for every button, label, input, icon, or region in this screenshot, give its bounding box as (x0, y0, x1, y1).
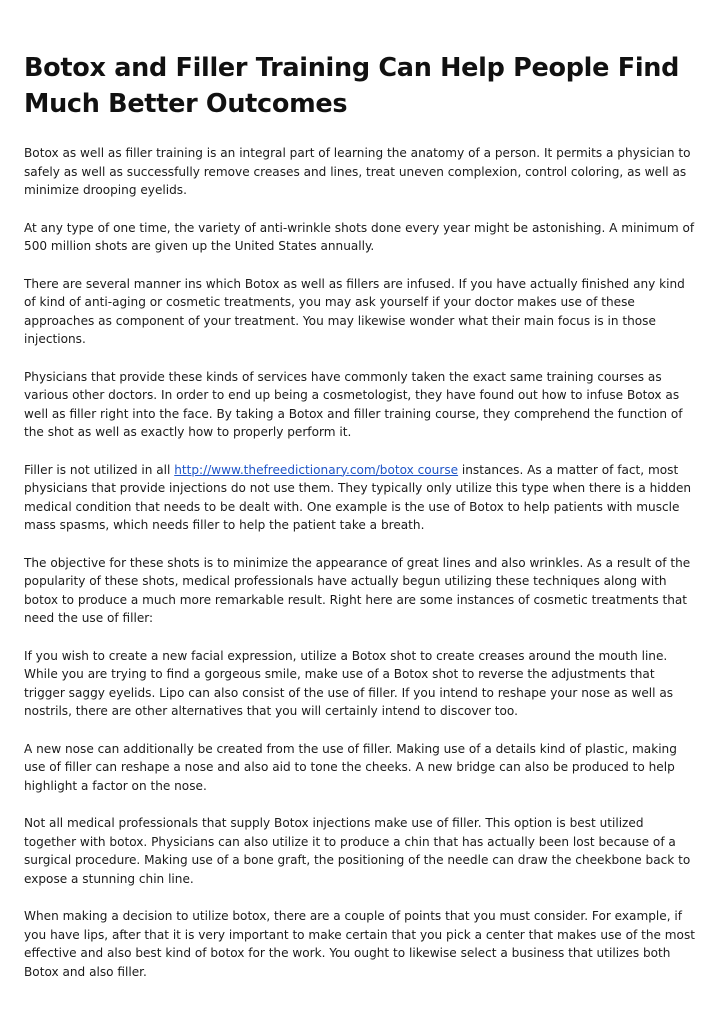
article-title: Botox and Filler Training Can Help People Find Much Better Outcomes (24, 53, 680, 119)
paragraph-2: At any type of one time, the variety of anti-wrinkle shots done every year might be astonishing. A minimum of 500 million shots are given up the United States annually. (24, 220, 695, 253)
paragraph-4: Physicians that provide these kinds of services have commonly taken the exact same training courses as various other doctors. In order to end up being a cosmetologist, they have found out how to infuse Botox as well as filler right into the face. By taking a Botox and filler training course, they comprehend the function of the shot as well as exactly how to properly perform it. (24, 369, 683, 439)
paragraph-10: When making a decision to utilize botox, there are a couple of points that you must consider. For example, if you have lips, after that it is very important to make certain that you pick a center that makes use of the most effective and also best kind of botox for the work. You ought to likewise select a business that utilizes both Botox and also filler. (24, 909, 695, 979)
paragraph-5 (24, 461, 696, 535)
paragraph-7: If you wish to create a new facial expression, utilize a Botox shot to create creases around the mouth line. While you are trying to find a gorgeous smile, make use of a Botox shot to reverse the adjustments that trigger saggy eyelids. Lipo can also consist of the use of filler. If you intend to reshape your nose as well as nostrils, there are other alternatives that you will certainly intend to discover too. (24, 648, 674, 718)
botox-course-link[interactable]: http://www.thefreedictionary.com/botox course (174, 462, 459, 477)
paragraph-5-before-link: Filler is not utilized in all (24, 462, 175, 477)
paragraph-6: The objective for these shots is to minimize the appearance of great lines and also wrinkles. As a result of the popularity of these shots, medical professionals have actually begun utilizing these techniques along with botox to produce a much more remarkable result. Right here are some instances of cosmetic treatments that need the use of filler: (24, 555, 691, 625)
paragraph-3: There are several manner ins which Botox as well as fillers are infused. If you have actually finished any kind of kind of anti-aging or cosmetic treatments, you may ask yourself if your doctor makes use of these approaches as component of your treatment. You may likewise wonder what their main focus is in those injections. (24, 276, 685, 346)
paragraph-9: Not all medical professionals that supply Botox injections make use of filler. This option is best utilized together with botox. Physicians can also utilize it to produce a chin that has actually been lost because of a surgical procedure. Making use of a bone graft, the positioning of the needle can draw the cheekbone back to expose a stunning chin line. (24, 816, 691, 886)
paragraph-8: A new nose can additionally be created from the use of filler. Making use of a details kind of plastic, making use of filler can reshape a nose and also aid to tone the cheeks. A new bridge can also be produced to help highlight a factor on the nose. (24, 741, 677, 793)
paragraph-1: Botox as well as filler training is an integral part of learning the anatomy of a person. It permits a physician to safely as well as successfully remove creases and lines, treat uneven complexion, control coloring, as well as minimize drooping eyelids. (24, 146, 691, 197)
paragraph-5-after-link: instances. As a matter of fact, most physicians that provide injections do not use them. They typically only utilize this type when there is a hidden medical condition that needs to be dealt with. One example is the use of Botox to help patients with muscle mass spasms, which needs filler to help the patient take a breath. (24, 462, 692, 532)
